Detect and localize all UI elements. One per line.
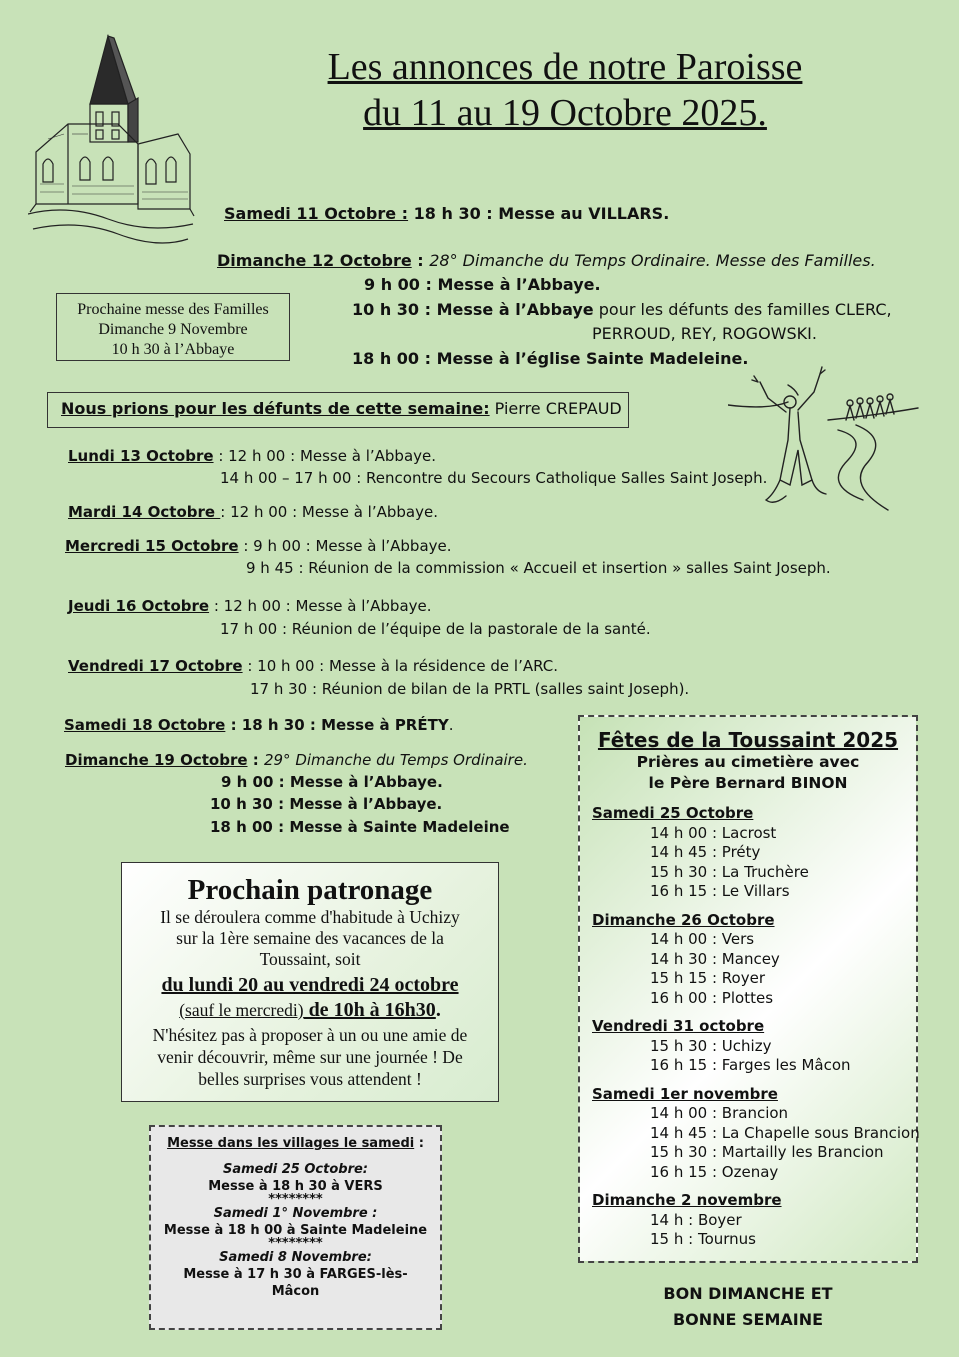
sunday-19-mass-1: 9 h 00 : Messe à l’Abbaye. [221,773,443,791]
villages-date-2: Samedi 1° Novembre : [213,1206,378,1221]
toussaint-box [578,715,918,1263]
families-box-line-3: 10 h 30 à l’Abbaye [111,341,235,358]
sunday-12-day: Dimanche 12 Octobre [217,251,412,270]
toussaint-item: 14 h 30 : Mancey [650,949,780,968]
friday-line-1 [68,657,558,675]
tuesday-day: Mardi 14 Octobre [68,503,221,521]
villages-mass-1: Messe à 18 h 30 à VERS [208,1179,383,1194]
deceased-names: Pierre CREPAUD [489,399,622,418]
saturday-18-text: : 18 h 30 : Messe à PRÉTY [225,716,449,734]
wednesday-line-2: 9 h 45 : Réunion de la commission « Accueil et insertion » salles Saint Joseph. [246,559,831,577]
toussaint-item: 16 h 15 : Le Villars [650,882,790,900]
toussaint-item: 15 h 30 : Martailly les Brancion [650,1143,884,1161]
thursday-line-2: 17 h 00 : Réunion de l’équipe de la pastorale de la santé. [220,620,651,638]
toussaint-heading: Fêtes de la Toussaint 2025 [597,728,899,752]
closing-line-2: BONNE SEMAINE [672,1310,824,1329]
sunday-12-colon: : [411,251,430,270]
patronage-hours-line [122,998,498,1024]
monday-line-1 [68,447,436,465]
patronage-line-6: belles surprises vous attendent ! [198,1069,422,1089]
sunday-12-mass-2 [352,300,892,319]
toussaint-item: 15 h 15 : Royer [650,969,766,987]
villages-separator-2: ******** [268,1236,323,1251]
monday-line-2: 14 h 00 – 17 h 00 : Rencontre du Secours Catholique Salles Saint Joseph. [220,469,768,487]
patronage-except: (sauf le mercredi) [179,1000,304,1020]
patronage-hours-dot: . [435,999,441,1021]
wednesday-line-1 [65,537,452,555]
toussaint-group [592,1017,916,1076]
friday-line-2: 17 h 30 : Réunion de bilan de la PRTL (salles saint Joseph). [250,680,690,698]
friday-text-1: : 10 h 00 : Messe à la résidence de l’ARC. [242,657,559,675]
sunday-19-desc: 29° Dimanche du Temps Ordinaire. [263,751,528,769]
toussaint-sub-2: le Père Bernard BINON [648,774,848,792]
joyful-figure-illustration [728,360,938,520]
toussaint-item: 15 h 30 : Uchizy [650,1036,772,1055]
villages-heading-colon: : [414,1136,424,1151]
saturday-18-line [64,716,453,734]
patronage-heading: Prochain patronage [187,874,433,906]
wednesday-text-1: : 9 h 00 : Messe à l’Abbaye. [238,537,452,555]
village-masses-box [149,1125,442,1330]
sunday-12-mass-3: 18 h 00 : Messe à l’église Sainte Madeleine. [352,349,749,368]
patronage-hours: de 10h à 16h30 [303,999,436,1021]
toussaint-item: 16 h 00 : Plottes [650,988,774,1007]
toussaint-item: 14 h 00 : Vers [650,930,755,948]
toussaint-group [592,804,916,902]
thursday-day: Jeudi 16 Octobre [68,597,210,615]
toussaint-group-day: Vendredi 31 octobre [592,1017,765,1035]
villages-mass-2: Messe à 18 h 00 à Sainte Madeleine [163,1223,428,1238]
saturday-18-dot: . [448,716,454,734]
friday-day: Vendredi 17 Octobre [68,657,243,675]
toussaint-group [592,911,916,1009]
thursday-line-1 [68,597,432,615]
toussaint-item: 14 h 00 : Brancion [650,1104,789,1122]
patronage-line-5: venir découvrir, même sur une journée ! De [157,1047,463,1067]
deceased-label: Nous prions pour les défunts de cette semaine: [61,399,490,418]
sunday-19-colon: : [247,751,264,769]
church-illustration [28,34,196,244]
toussaint-item: 16 h 15 : Ozenay [650,1162,779,1181]
villages-heading-line [151,1135,440,1152]
toussaint-item: 14 h 00 : Lacrost [650,823,777,842]
closing-message [578,1281,918,1333]
thursday-text-1: : 12 h 00 : Messe à l’Abbaye. [209,597,432,615]
saturday-11-line [224,204,669,223]
villages-separator-1: ******** [268,1192,323,1207]
sunday-12-desc: 28° Dimanche du Temps Ordinaire. Messe des Familles. [429,251,876,270]
sunday-19-day: Dimanche 19 Octobre [65,751,248,769]
deceased-prayer-box [47,392,629,428]
sunday-12-mass-2-rest: pour les défunts des familles CLERC, [593,300,892,319]
toussaint-item: 16 h 15 : Farges les Mâcon [650,1056,851,1074]
toussaint-group-day: Dimanche 26 Octobre [592,910,775,929]
toussaint-group [592,1191,916,1250]
families-mass-box [56,293,290,361]
toussaint-group-day: Samedi 1er novembre [592,1084,778,1103]
toussaint-item: 14 h : Boyer [650,1210,742,1229]
patronage-line-2: sur la 1ère semaine des vacances de la [176,928,444,948]
tuesday-line [68,503,438,521]
saturday-11-text: 18 h 30 : Messe au VILLARS. [408,204,670,223]
sunday-12-mass-1: 9 h 00 : Messe à l’Abbaye. [364,275,601,294]
villages-date-3: Samedi 8 Novembre: [219,1250,372,1265]
patronage-line-4: N'hésitez pas à proposer à un ou une amie de [152,1025,468,1045]
sunday-19-mass-2: 10 h 30 : Messe à l’Abbaye. [210,795,443,813]
page-title-line-2: du 11 au 19 Octobre 2025. [363,92,767,134]
saturday-11-day: Samedi 11 Octobre : [224,204,409,223]
families-box-line-1: Prochaine messe des Familles [77,301,269,318]
toussaint-group-day: Samedi 25 Octobre [592,804,754,822]
villages-heading: Messe dans les villages le samedi [167,1136,415,1151]
closing-line-1: BON DIMANCHE ET [663,1284,833,1303]
villages-mass-3b: Mâcon [271,1284,320,1299]
sunday-12-line [217,251,876,270]
page-title-line-1: Les annonces de notre Paroisse [327,46,803,88]
sunday-19-line [65,751,528,769]
toussaint-item: 14 h 45 : Préty [650,843,761,861]
toussaint-sub-1: Prières au cimetière avec [636,753,860,771]
villages-date-1: Samedi 25 Octobre: [222,1162,369,1177]
toussaint-item: 14 h 45 : La Chapelle sous Brancion [650,1123,920,1142]
toussaint-group-day: Dimanche 2 novembre [592,1191,782,1209]
families-box-line-2: Dimanche 9 Novembre [98,321,248,338]
toussaint-schedule [592,804,920,1250]
sunday-19-mass-3: 18 h 00 : Messe à Sainte Madeleine [210,818,510,836]
toussaint-group [592,1084,920,1183]
saturday-18-day: Samedi 18 Octobre [64,716,226,734]
sunday-12-mass-2-cont: PERROUD, REY, ROGOWSKI. [592,324,817,343]
patronage-box [121,862,499,1102]
wednesday-day: Mercredi 15 Octobre [65,537,239,555]
toussaint-item: 15 h : Tournus [650,1230,756,1248]
monday-text-1: : 12 h 00 : Messe à l’Abbaye. [213,447,437,465]
tuesday-text-1: : 12 h 00 : Messe à l’Abbaye. [220,503,438,521]
sunday-12-mass-2-title: 10 h 30 : Messe à l’Abbaye [352,300,594,319]
villages-mass-3a: Messe à 17 h 30 à FARGES-lès- [183,1267,408,1282]
patronage-line-3: Toussaint, soit [259,949,361,969]
monday-day: Lundi 13 Octobre [68,447,214,465]
patronage-line-1: Il se déroulera comme d'habitude à Uchizy [160,907,460,927]
toussaint-item: 15 h 30 : La Truchère [650,862,809,881]
patronage-dates: du lundi 20 au vendredi 24 octobre [161,974,459,996]
